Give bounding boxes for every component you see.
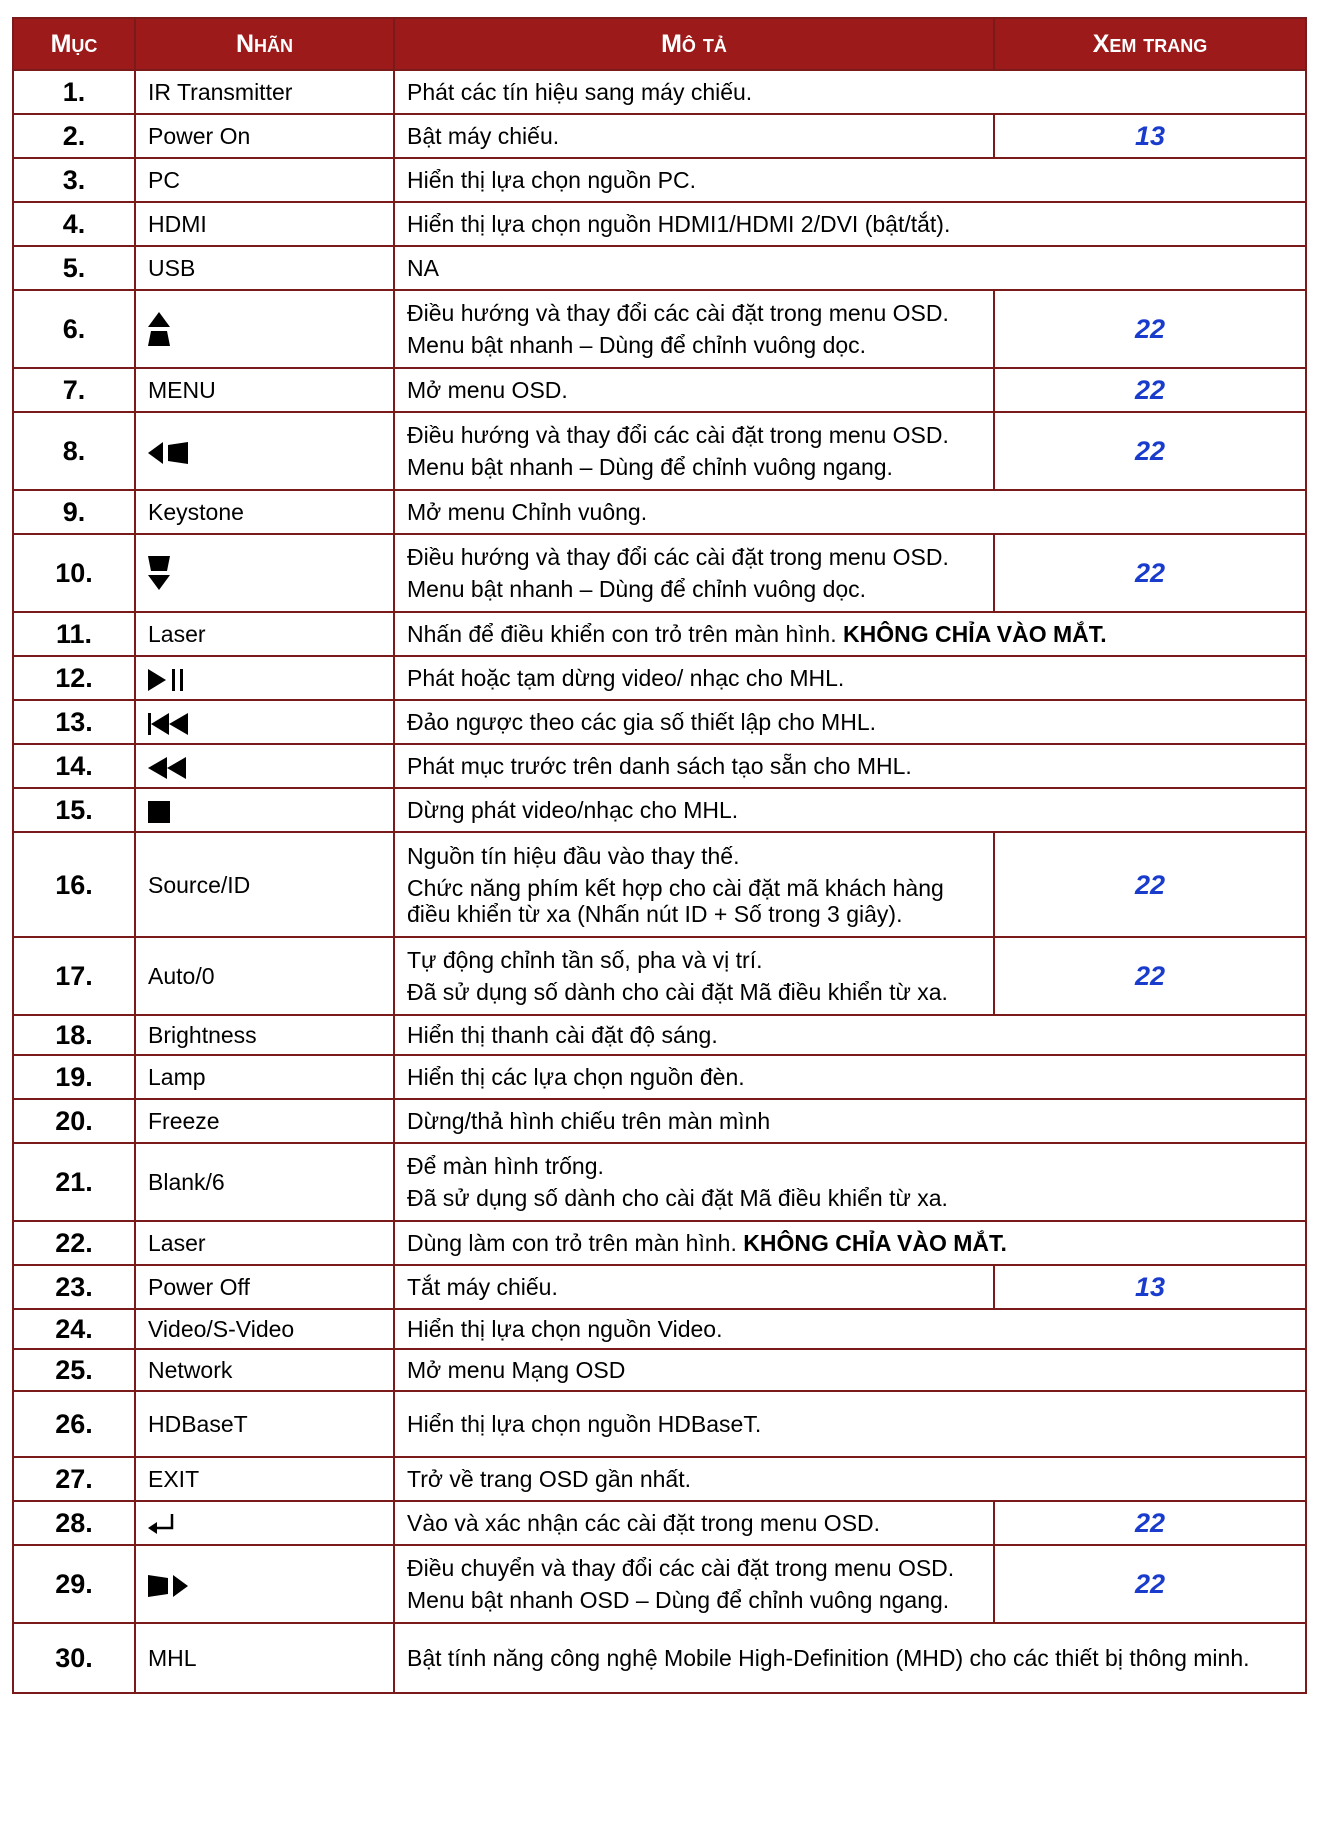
item-number: 2. [13, 114, 135, 158]
item-description [394, 612, 1306, 656]
item-number: 6. [13, 290, 135, 368]
rewind-icon [148, 757, 188, 779]
item-number: 27. [13, 1457, 135, 1501]
item-description [394, 1099, 1306, 1143]
see-page-link[interactable]: 22 [994, 534, 1306, 612]
table-row [13, 744, 1306, 788]
item-description [394, 1143, 1306, 1221]
table-row [13, 290, 1306, 368]
item-description [394, 1349, 1306, 1391]
table-row [13, 246, 1306, 290]
description-line: Hiển thị lựa chọn nguồn HDBaseT. [407, 1411, 762, 1437]
item-description [394, 744, 1306, 788]
item-description [394, 412, 994, 490]
description-line: Hiển thị các lựa chọn nguồn đèn. [407, 1064, 745, 1090]
warning-text: KHÔNG CHỈA VÀO MẮT. [743, 1230, 1007, 1256]
see-page-link[interactable]: 22 [994, 937, 1306, 1015]
description-line: Điều hướng và thay đổi các cài đặt trong menu OSD. [407, 300, 949, 326]
item-label: Network [135, 1349, 394, 1391]
item-label [135, 1501, 394, 1545]
item-label: EXIT [135, 1457, 394, 1501]
description-line: Điều chuyển và thay đổi các cài đặt trong menu OSD. [407, 1555, 955, 1581]
item-number: 20. [13, 1099, 135, 1143]
table-row [13, 1501, 1306, 1545]
item-label: HDMI [135, 202, 394, 246]
table-row [13, 114, 1306, 158]
item-label: Blank/6 [135, 1143, 394, 1221]
description-line: Phát mục trước trên danh sách tạo sẵn cho MHL. [407, 753, 912, 779]
item-number: 11. [13, 612, 135, 656]
item-number: 12. [13, 656, 135, 700]
description-line: Tự động chỉnh tần số, pha và vị trí. [407, 947, 763, 973]
see-page-link[interactable]: 13 [994, 1265, 1306, 1309]
description-line: Menu bật nhanh – Dùng để chỉnh vuông dọc. [407, 332, 867, 358]
play-pause-icon [148, 669, 188, 691]
description-line: Menu bật nhanh – Dùng để chỉnh vuông dọc. [407, 576, 867, 602]
see-page-link[interactable]: 13 [994, 114, 1306, 158]
item-description [394, 788, 1306, 832]
item-label: MENU [135, 368, 394, 412]
item-description [394, 534, 994, 612]
item-number: 1. [13, 70, 135, 114]
description-line: Dừng/thả hình chiếu trên màn mình [407, 1108, 771, 1134]
item-number: 13. [13, 700, 135, 744]
description-line: Điều hướng và thay đổi các cài đặt trong menu OSD. [407, 422, 949, 448]
item-label: Laser [135, 1221, 394, 1265]
item-number: 9. [13, 490, 135, 534]
table-row [13, 1055, 1306, 1099]
see-page-link[interactable]: 22 [994, 832, 1306, 937]
item-label: Auto/0 [135, 937, 394, 1015]
table-row [13, 534, 1306, 612]
item-description [394, 1623, 1306, 1693]
table-row [13, 1391, 1306, 1457]
see-page-link[interactable]: 22 [994, 290, 1306, 368]
item-number: 17. [13, 937, 135, 1015]
table-row [13, 202, 1306, 246]
table-row [13, 832, 1306, 937]
description-line: Mở menu Mạng OSD [407, 1357, 626, 1383]
table-row [13, 1457, 1306, 1501]
see-page-link[interactable]: 22 [994, 368, 1306, 412]
header-item: Mục [13, 18, 135, 70]
item-description [394, 158, 1306, 202]
item-description [394, 1309, 1306, 1349]
description-line: Hiển thị lựa chọn nguồn PC. [407, 167, 697, 193]
description-line: Đã sử dụng số dành cho cài đặt Mã điều khiển từ xa. [407, 1185, 948, 1211]
item-label [135, 656, 394, 700]
description-line: Nhấn để điều khiển con trỏ trên màn hình. [407, 621, 837, 647]
item-label [135, 534, 394, 612]
item-description [394, 1545, 994, 1623]
item-number: 3. [13, 158, 135, 202]
item-description [394, 202, 1306, 246]
item-label: Freeze [135, 1099, 394, 1143]
item-label: HDBaseT [135, 1391, 394, 1457]
item-label: USB [135, 246, 394, 290]
table-row [13, 656, 1306, 700]
item-label: Keystone [135, 490, 394, 534]
item-number: 29. [13, 1545, 135, 1623]
item-number: 25. [13, 1349, 135, 1391]
description-line: Menu bật nhanh – Dùng để chỉnh vuông ngang. [407, 454, 893, 480]
item-number: 7. [13, 368, 135, 412]
item-description [394, 700, 1306, 744]
item-label: Laser [135, 612, 394, 656]
item-number: 24. [13, 1309, 135, 1349]
item-description [394, 937, 994, 1015]
see-page-link[interactable]: 22 [994, 412, 1306, 490]
table-row [13, 612, 1306, 656]
table-row [13, 412, 1306, 490]
description-line: Bật máy chiếu. [407, 123, 560, 149]
item-description [394, 368, 994, 412]
document-page [12, 17, 1305, 1694]
item-label: Video/S-Video [135, 1309, 394, 1349]
item-label: MHL [135, 1623, 394, 1693]
item-label [135, 744, 394, 788]
item-description [394, 290, 994, 368]
item-number: 4. [13, 202, 135, 246]
item-number: 23. [13, 1265, 135, 1309]
description-line: Để màn hình trống. [407, 1153, 604, 1179]
item-label [135, 290, 394, 368]
down-arrow-icon [148, 556, 170, 590]
description-line: Trở về trang OSD gần nhất. [407, 1466, 691, 1492]
description-line: Dừng phát video/nhạc cho MHL. [407, 797, 739, 823]
remote-function-table [12, 17, 1307, 1694]
table-row [13, 158, 1306, 202]
description-line: Phát các tín hiệu sang máy chiếu. [407, 79, 753, 105]
item-description [394, 1391, 1306, 1457]
item-label: Power On [135, 114, 394, 158]
right-arrow-icon [148, 1575, 188, 1597]
item-number: 30. [13, 1623, 135, 1693]
table-header-row [13, 18, 1306, 70]
description-line: Hiển thị thanh cài đặt độ sáng. [407, 1022, 718, 1048]
item-description [394, 1221, 1306, 1265]
table-row [13, 1265, 1306, 1309]
skip-back-icon [148, 713, 190, 735]
table-row [13, 1143, 1306, 1221]
description-line: Nguồn tín hiệu đầu vào thay thế. [407, 842, 740, 869]
item-number: 22. [13, 1221, 135, 1265]
item-number: 15. [13, 788, 135, 832]
item-description [394, 246, 1306, 290]
table-row [13, 937, 1306, 1015]
item-label [135, 412, 394, 490]
description-line: Chức năng phím kết hợp cho cài đặt mã khách hàng điều khiển từ xa (Nhấn nút ID + Số trong 3 giây). [407, 874, 944, 927]
see-page-link[interactable]: 22 [994, 1545, 1306, 1623]
table-row [13, 1015, 1306, 1055]
item-label: Brightness [135, 1015, 394, 1055]
item-label [135, 788, 394, 832]
table-row [13, 1221, 1306, 1265]
item-label [135, 700, 394, 744]
table-body [13, 70, 1306, 1693]
table-row [13, 70, 1306, 114]
item-number: 16. [13, 832, 135, 937]
description-line: Đảo ngược theo các gia số thiết lập cho MHL. [407, 709, 877, 735]
description-line: Điều hướng và thay đổi các cài đặt trong menu OSD. [407, 544, 949, 570]
description-line: Hiển thị lựa chọn nguồn HDMI1/HDMI 2/DVI (bật/tắt). [407, 211, 951, 237]
left-arrow-icon [148, 442, 188, 464]
item-number: 10. [13, 534, 135, 612]
stop-icon [148, 801, 170, 823]
up-arrow-icon [148, 312, 170, 346]
header-see-page: Xem trang [994, 18, 1306, 70]
description-line: Menu bật nhanh OSD – Dùng để chỉnh vuông ngang. [407, 1587, 950, 1613]
table-row [13, 1099, 1306, 1143]
item-description [394, 832, 994, 937]
item-label: Lamp [135, 1055, 394, 1099]
item-description [394, 1501, 994, 1545]
table-row [13, 1623, 1306, 1693]
enter-icon [148, 1514, 174, 1536]
table-row [13, 700, 1306, 744]
description-line: Hiển thị lựa chọn nguồn Video. [407, 1316, 723, 1342]
item-description [394, 1265, 994, 1309]
table-row [13, 1349, 1306, 1391]
item-number: 8. [13, 412, 135, 490]
item-number: 28. [13, 1501, 135, 1545]
item-description [394, 490, 1306, 534]
table-row [13, 788, 1306, 832]
description-line: NA [407, 255, 439, 281]
description-line: Phát hoặc tạm dừng video/ nhạc cho MHL. [407, 665, 845, 691]
item-description [394, 70, 1306, 114]
table-row [13, 368, 1306, 412]
item-description [394, 1015, 1306, 1055]
item-label: Power Off [135, 1265, 394, 1309]
table-row [13, 1545, 1306, 1623]
see-page-link[interactable]: 22 [994, 1501, 1306, 1545]
item-description [394, 1055, 1306, 1099]
item-number: 21. [13, 1143, 135, 1221]
item-description [394, 656, 1306, 700]
header-label: Nhãn [135, 18, 394, 70]
item-number: 5. [13, 246, 135, 290]
description-line: Bật tính năng công nghệ Mobile High-Definition (MHD) cho các thiết bị thông minh. [407, 1645, 1250, 1671]
item-number: 14. [13, 744, 135, 788]
item-description [394, 114, 994, 158]
item-number: 18. [13, 1015, 135, 1055]
item-label [135, 1545, 394, 1623]
description-line: Đã sử dụng số dành cho cài đặt Mã điều khiển từ xa. [407, 979, 948, 1005]
item-number: 26. [13, 1391, 135, 1457]
description-line: Dùng làm con trỏ trên màn hình. [407, 1230, 737, 1256]
item-label: Source/ID [135, 832, 394, 937]
table-row [13, 1309, 1306, 1349]
description-line: Mở menu Chỉnh vuông. [407, 499, 648, 525]
description-line: Vào và xác nhận các cài đặt trong menu OSD. [407, 1510, 881, 1536]
item-description [394, 1457, 1306, 1501]
description-line: Tắt máy chiếu. [407, 1274, 558, 1300]
item-label: IR Transmitter [135, 70, 394, 114]
warning-text: KHÔNG CHỈA VÀO MẮT. [843, 621, 1107, 647]
header-description: Mô tả [394, 18, 994, 70]
item-label: PC [135, 158, 394, 202]
item-number: 19. [13, 1055, 135, 1099]
table-row [13, 490, 1306, 534]
description-line: Mở menu OSD. [407, 377, 568, 403]
